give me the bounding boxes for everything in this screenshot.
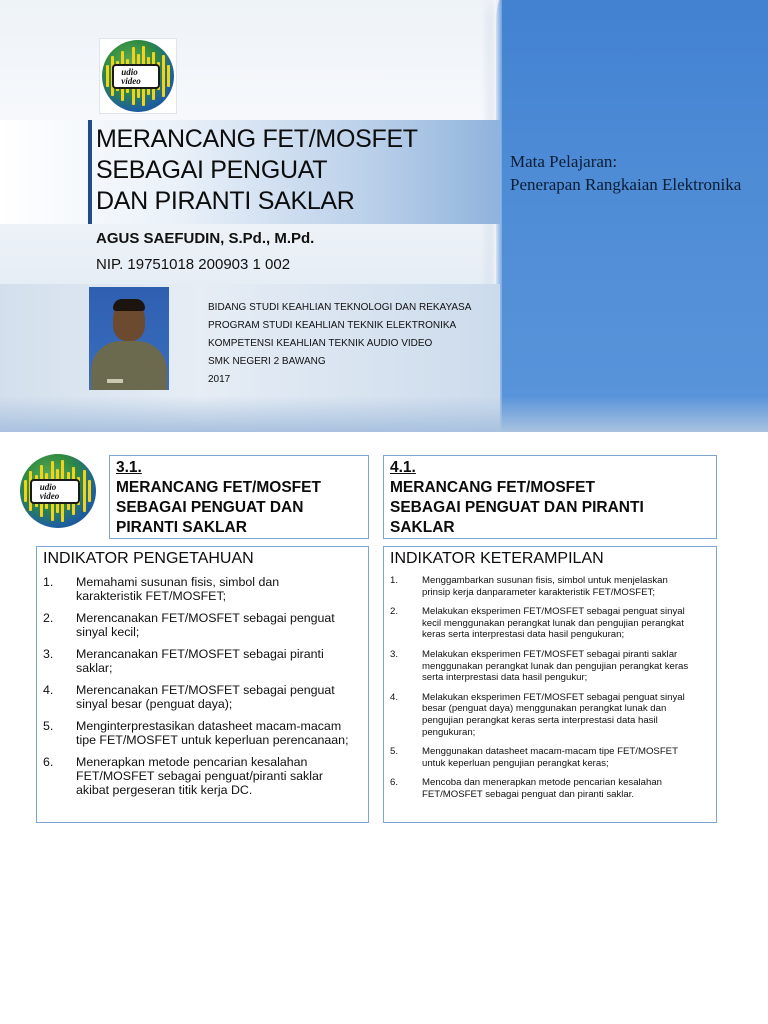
waveform-bar-icon [24, 480, 27, 502]
author-nip: NIP. 19751018 200903 1 002 [96, 256, 291, 273]
indicator-number: 4. [43, 683, 54, 697]
photo-name-tag [107, 379, 123, 383]
indicator-text-line: keras serta interprestasi data hasil pengukuran; [422, 629, 625, 641]
indicator-text [422, 649, 710, 684]
indicator-text-line: FET/MOSFET sebagai penguat dan piranti saklar. [422, 788, 635, 800]
indicator-text-line: Memahami susunan fisis, simbol dan [76, 575, 280, 589]
kd-line: SEBAGAI PENGUAT DAN PIRANTI [390, 499, 644, 516]
title-accent-bar [88, 120, 92, 224]
indicator-text-line: Melakukan eksperimen FET/MOSFET sebagai penguat sinyal [422, 691, 685, 703]
audio-video-logo [99, 38, 177, 114]
waveform-bar-icon [167, 65, 170, 87]
indicator-text-line: Mencoba dan menerapkan metode pencarian kesalahan [422, 777, 663, 789]
kd-line: SAKLAR [390, 519, 455, 536]
indicator-text-line: prinsip kerja danparameter karakteristik FET/MOSFET; [422, 586, 655, 598]
indicator-text [76, 719, 362, 747]
indicator-text [76, 683, 362, 711]
indicator-text-line: akibat pergeseran titik kerja DC. [76, 783, 253, 797]
title-slide [0, 0, 768, 432]
indicator-text [76, 575, 362, 603]
indicator-text-line: Menggambarkan susunan fisis, simbol untuk menjelaskan [422, 575, 668, 586]
skill-indicators-title: INDIKATOR KETERAMPILAN [390, 550, 604, 567]
logo-label [112, 64, 160, 88]
institution-line: SMK NEGERI 2 BAWANG [208, 356, 326, 367]
indicator-item [43, 575, 362, 603]
indicator-text-line: pengujian perangkat keras serta interprestasi data hasil [422, 714, 658, 726]
indicator-item [390, 575, 710, 598]
institution-list [208, 299, 471, 389]
indicator-item [390, 746, 710, 769]
indicator-text [76, 647, 362, 675]
indicator-number: 1. [390, 575, 399, 586]
institution-line: KOMPETENSI KEAHLIAN TEKNIK AUDIO VIDEO [208, 338, 433, 349]
indicator-text [422, 692, 710, 738]
basic-competency-4-1 [383, 455, 717, 539]
indicator-item [43, 611, 362, 639]
photo-uniform [91, 341, 167, 390]
indicator-text-line: sinyal besar (penguat daya); [76, 697, 233, 711]
globe-icon [20, 454, 96, 528]
kd-line: PIRANTI SAKLAR [116, 519, 247, 536]
indicator-item [390, 777, 710, 800]
institution-line: 2017 [208, 374, 231, 385]
subject-side-panel [496, 0, 768, 432]
indicator-item [390, 649, 710, 684]
indicator-number: 2. [390, 606, 399, 618]
waveform-bar-icon [88, 480, 91, 502]
indicator-number: 6. [43, 755, 54, 769]
basic-competency-3-1 [109, 455, 369, 539]
knowledge-indicators [36, 546, 369, 823]
kd-line: SEBAGAI PENGUAT DAN [116, 499, 304, 516]
kd-number: 3.1. [116, 459, 142, 476]
indicator-text-line: Melakukan eksperimen FET/MOSFET sebagai piranti saklar [422, 648, 678, 660]
indicator-text [422, 606, 710, 641]
globe-icon [102, 40, 174, 112]
logo-text-top: udio [39, 481, 57, 492]
bottom-gradient [0, 396, 768, 432]
title-line: MERANCANG FET/MOSFET [96, 125, 418, 153]
indicator-item [43, 683, 362, 711]
indicator-text [422, 777, 710, 800]
institution-line: PROGRAM STUDI KEAHLIAN TEKNIK ELEKTRONIKA [208, 320, 457, 331]
subject-label: Mata Pelajaran: [510, 152, 618, 171]
indicator-number: 3. [43, 647, 54, 661]
indicator-text [422, 575, 710, 598]
title-line: SEBAGAI PENGUAT [96, 156, 328, 184]
subject-block [510, 150, 760, 196]
indicator-item [43, 719, 362, 747]
indicator-text-line: tipe FET/MOSFET untuk keperluan perencanaan; [76, 733, 349, 747]
author-name: AGUS SAEFUDIN, S.Pd., M.Pd. [96, 230, 315, 247]
indicator-text-line: Merencanakan FET/MOSFET sebagai penguat [76, 611, 335, 625]
title-line: DAN PIRANTI SAKLAR [96, 187, 355, 215]
indicator-text-line: Menggunakan datasheet macam-macam tipe FET/MOSFET [422, 746, 678, 758]
indicator-text-line: besar (penguat daya) menggunakan perangkat lunak dan [422, 703, 667, 715]
knowledge-indicators-title: INDIKATOR PENGETAHUAN [43, 550, 254, 567]
logo-text-bottom: video [39, 490, 60, 501]
indicator-item [390, 606, 710, 641]
indicator-text-line: untuk keperluan pengujian perangkat keras; [422, 757, 609, 769]
indicator-text-line: Menerapkan metode pencarian kesalahan [76, 755, 308, 769]
waveform-bar-icon [83, 470, 86, 513]
indicator-number: 5. [390, 746, 399, 758]
skill-indicators [383, 546, 717, 823]
logo-label [30, 479, 80, 504]
indicator-number: 4. [390, 691, 399, 703]
audio-video-logo [19, 454, 96, 528]
skill-list [390, 575, 710, 801]
logo-text-bottom: video [121, 75, 141, 86]
indicator-number: 1. [43, 575, 54, 589]
indicator-number: 3. [390, 648, 399, 660]
institution-line: BIDANG STUDI KEAHLIAN TEKNOLOGI DAN REKAYASA [208, 302, 472, 313]
indicator-text-line: serta interprestasi data hasil pengukur; [422, 672, 588, 684]
indicator-text-line: saklar; [76, 661, 113, 675]
indicator-text-line: pengukuran; [422, 726, 476, 738]
indicator-text [422, 746, 710, 769]
author-photo [89, 287, 169, 390]
indicator-text-line: kecil menggunakan perangkat lunak dan pengujian perangkat [422, 617, 684, 629]
indicator-item [390, 692, 710, 738]
waveform-bar-icon [106, 65, 109, 87]
indicator-text [76, 755, 362, 797]
indicator-text-line: menggunakan perangkat lunak dan pengujian perangkat keras [422, 660, 689, 672]
kd-number: 4.1. [390, 459, 416, 476]
indicator-text-line: Melakukan eksperimen FET/MOSFET sebagai penguat sinyal [422, 606, 685, 618]
indicator-text-line: karakteristik FET/MOSFET; [76, 589, 227, 603]
indicator-text-line: Menginterprestasikan datasheet macam-macam [76, 719, 342, 733]
knowledge-list [43, 575, 362, 797]
presentation-title [96, 124, 496, 217]
indicator-text [76, 611, 362, 639]
subject-name: Penerapan Rangkaian Elektronika [510, 175, 742, 194]
indicator-text-line: sinyal kecil; [76, 625, 140, 639]
indicator-text-line: Merencanakan FET/MOSFET sebagai penguat [76, 683, 335, 697]
competency-slide [0, 432, 768, 832]
indicator-item [43, 647, 362, 675]
indicator-number: 5. [43, 719, 54, 733]
indicator-text-line: Merancanakan FET/MOSFET sebagai piranti [76, 647, 324, 661]
indicator-item [43, 755, 362, 797]
waveform-bar-icon [162, 55, 165, 97]
indicator-text-line: FET/MOSFET sebagai penguat/piranti saklar [76, 769, 324, 783]
indicator-number: 6. [390, 777, 399, 789]
kd-line: MERANCANG FET/MOSFET [390, 479, 595, 496]
kd-line: MERANCANG FET/MOSFET [116, 479, 321, 496]
indicator-number: 2. [43, 611, 54, 625]
photo-hair [113, 299, 145, 311]
logo-text-top: udio [121, 66, 138, 77]
